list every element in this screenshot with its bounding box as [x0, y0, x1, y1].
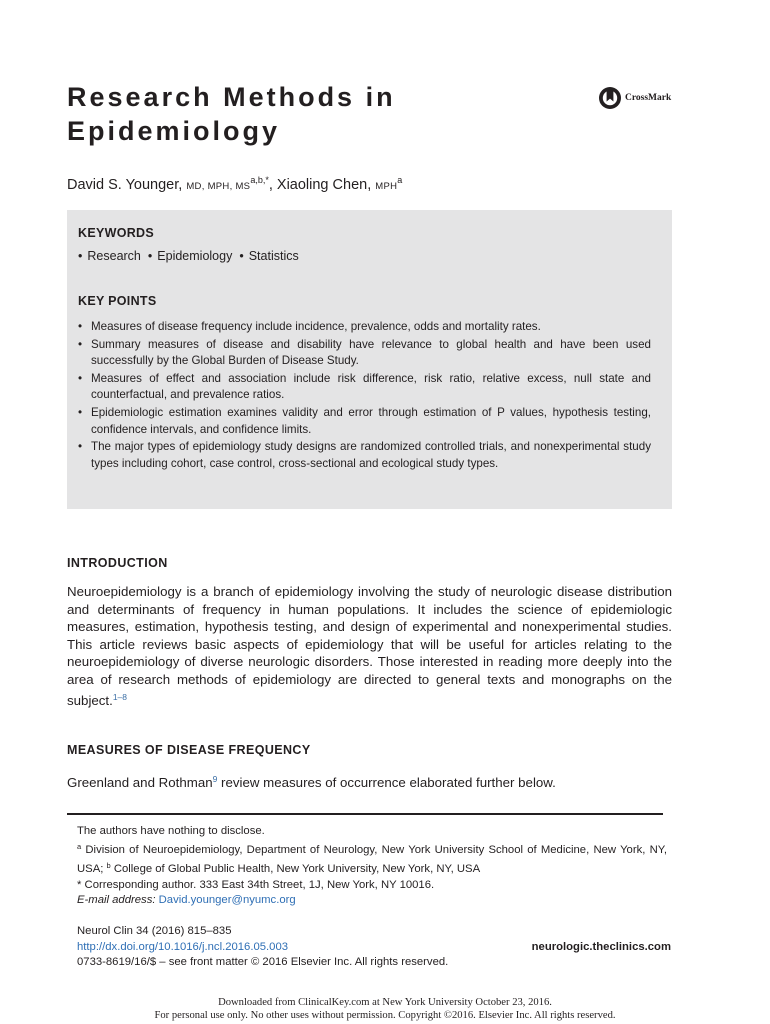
email-note [77, 893, 667, 908]
affiliation-a-mark: a [77, 842, 82, 852]
measures-heading: MEASURES OF DISEASE FREQUENCY [67, 743, 311, 757]
keyword-item: • Statistics [239, 249, 298, 263]
key-points-heading: KEY POINTS [78, 294, 157, 308]
title-line-1: Research Methods in [67, 82, 396, 112]
author-2-credentials: MPH [375, 181, 398, 192]
disclosure-note: The authors have nothing to disclose. [77, 825, 265, 837]
introduction-text: Neuroepidemiology is a branch of epidemiology involving the study of neurologic disease distribution and determinants of frequency in human populations. It includes the science of epidemiologic measures, estimation, hypothesis testing, and design of experimental and nonexperimental studies. This article reviews basic aspects of epidemiology that will be useful for articles relating to the neuroepidemiology of diverse neurologic disorders. Those interested in reading more deeply into the area of research methods of epidemiology are directed to general texts and monographs on the subject. [67, 584, 672, 708]
key-point-item: • The major types of epidemiology study designs are randomized controlled trials, and nonexperimental study types including cohort, case control, cross-sectional and ecological study types. [78, 439, 651, 472]
download-notice-line-1: Downloaded from ClinicalKey.com at New York University October 23, 2016. [218, 997, 552, 1008]
measures-text-start: Greenland and Rothman [67, 775, 213, 790]
author-1-credentials: MD, MPH, MS [186, 181, 251, 192]
keywords-heading: KEYWORDS [78, 226, 155, 240]
email-label: E-mail address: [77, 893, 156, 906]
introduction-heading: INTRODUCTION [67, 556, 168, 570]
affiliations-note [77, 839, 667, 877]
crossmark-icon [598, 86, 622, 110]
journal-citation: Neurol Clin 34 (2016) 815–835 [77, 925, 232, 937]
keyword-item: • Research [78, 249, 141, 263]
key-point-item: • Measures of disease frequency include incidence, prevalence, odds and mortality rates. [78, 319, 651, 336]
author-1-affiliation-marks[interactable]: a,b,* [250, 175, 269, 185]
key-point-item: • Epidemiologic estimation examines validity and error through estimation of P values, hypothesis testing, confidence intervals, and confidence limits. [78, 405, 651, 438]
author-line [67, 175, 402, 193]
copyright-line: 0733-8619/16/$ – see front matter © 2016 Elsevier Inc. All rights reserved. [77, 956, 449, 968]
key-points-list [78, 319, 651, 473]
doi-link[interactable]: http://dx.doi.org/10.1016/j.ncl.2016.05.003 [77, 940, 289, 953]
key-point-item: • Measures of effect and association include risk difference, risk ratio, relative excess, null state and counterfactual, and prevalence ratios. [78, 371, 651, 404]
journal-site-link[interactable]: neurologic.theclinics.com [531, 940, 671, 953]
crossmark-badge[interactable] [598, 86, 671, 110]
author-1-name: David S. Younger, [67, 177, 183, 193]
title-line-2: Epidemiology [67, 116, 281, 146]
footnote-divider [67, 813, 663, 815]
measures-reference-link[interactable]: 9 [212, 774, 218, 784]
author-separator: , [268, 177, 273, 193]
author-2-name: Xiaoling Chen, [276, 177, 372, 193]
download-notice [0, 996, 770, 1022]
measures-text-end: review measures of occurrence elaborated further below. [217, 775, 556, 790]
download-notice-line-2: For personal use only. No other uses without permission. Copyright ©2016. Elsevier Inc. All rights reserved. [154, 1010, 616, 1021]
introduction-reference-link[interactable]: 1–8 [112, 691, 128, 702]
affiliation-b-mark: b [106, 861, 111, 871]
author-2-affiliation-mark[interactable]: a [397, 175, 403, 185]
article-title [67, 80, 507, 148]
affiliation-b-text: College of Global Public Health, New York University, New York, NY, USA [110, 863, 481, 876]
affiliation-a-text: Division of Neuroepidemiology, Department of Neurology, New York University School of Medicine, New York, NY, USA; [77, 844, 667, 876]
keywords-list [78, 249, 306, 263]
introduction-paragraph [67, 583, 672, 709]
email-link[interactable]: David.younger@nyumc.org [158, 893, 296, 906]
corresponding-author-note: * Corresponding author. 333 East 34th Street, 1J, New York, NY 10016. [77, 878, 435, 891]
footnotes [77, 824, 667, 908]
crossmark-label: CrossMark [625, 93, 672, 103]
key-point-item: • Summary measures of disease and disability have relevance to global health and have been used successfully by the Global Burden of Disease Study. [78, 337, 651, 370]
keyword-item: • Epidemiology [148, 249, 232, 263]
measures-paragraph [67, 771, 672, 792]
citation-block [77, 924, 671, 971]
summary-box [67, 210, 672, 509]
